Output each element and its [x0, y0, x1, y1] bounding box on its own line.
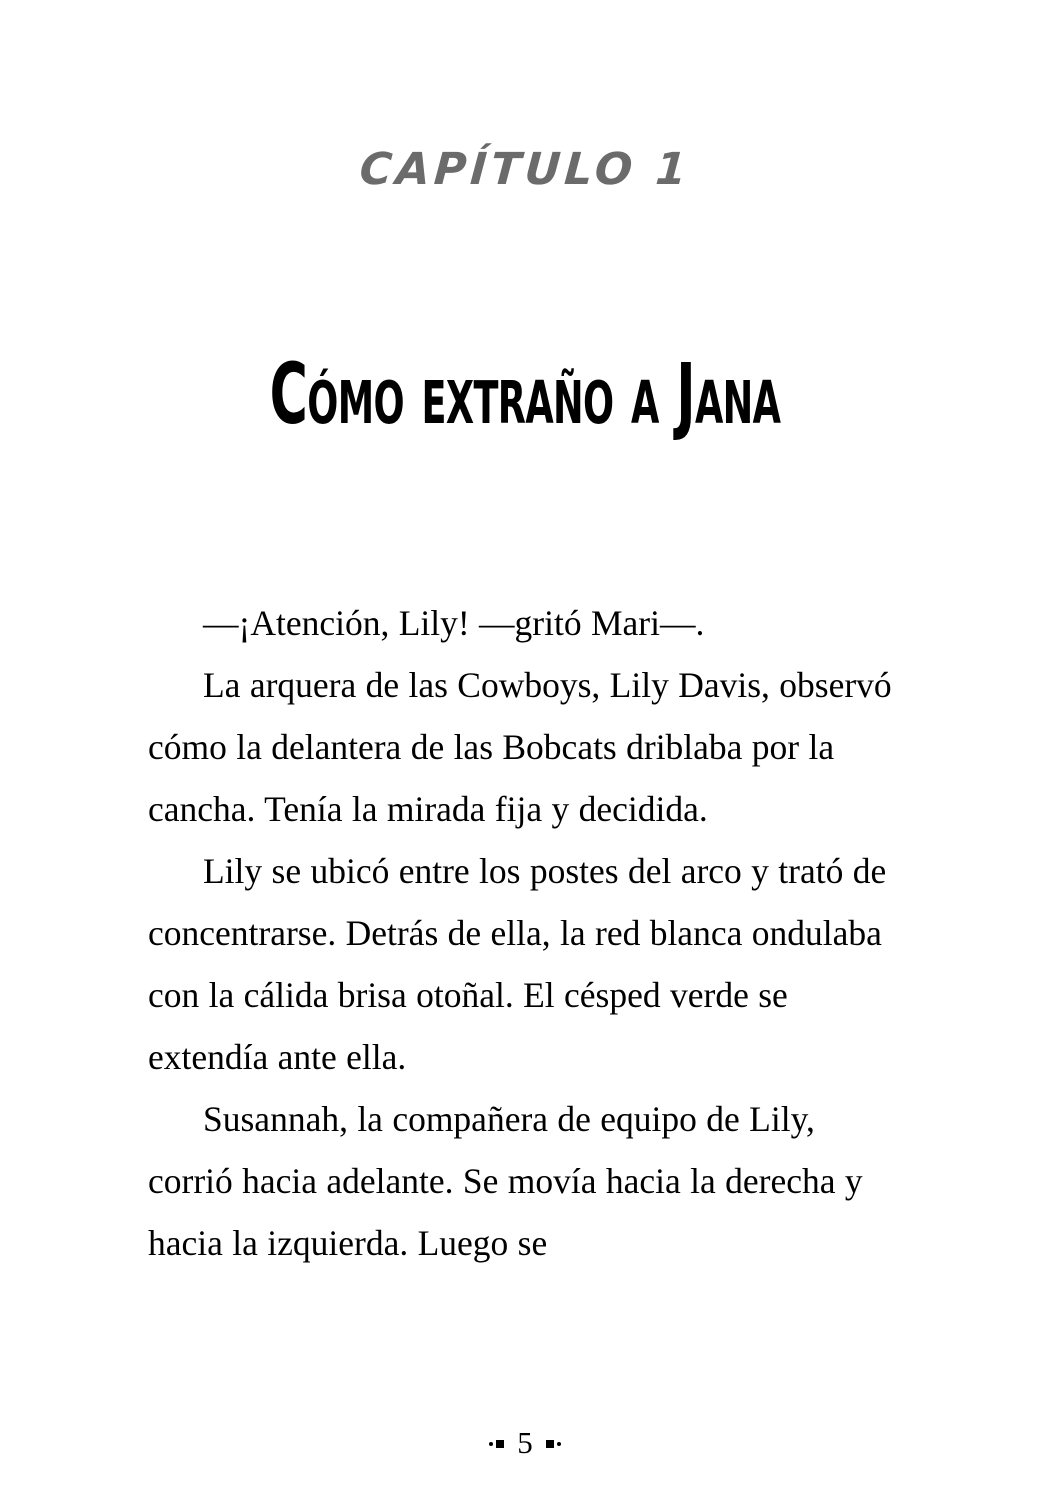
- page-footer: [0, 1427, 1050, 1458]
- page-number: 5: [517, 1425, 533, 1460]
- right-ornament-icon: [546, 1440, 561, 1448]
- body-text-block: [148, 592, 904, 1274]
- paragraph: Lily se ubicó entre los postes del arco y trató de concentrarse. Detrás de ella, la red blanca ondulaba con la cálida brisa otoñal. El césped verde se extendía ante ella.: [148, 851, 896, 1077]
- paragraph: Susannah, la compañera de equipo de Lily, corrió hacia adelante. Se movía hacia la derecha y hacia la izquierda. Luego se: [148, 1099, 872, 1263]
- chapter-eyebrow-label: CAPÍTULO 1: [357, 144, 693, 195]
- paragraph: —¡Atención, Lily! —gritó Mari—.: [203, 603, 705, 643]
- chapter-title: Cómo extraño a Jana: [269, 345, 781, 444]
- left-ornament-icon: [489, 1440, 504, 1448]
- paragraph: La arquera de las Cowboys, Lily Davis, observó cómo la delantera de las Bobcats driblaba por la cancha. Tenía la mirada fija y decidida.: [148, 665, 902, 829]
